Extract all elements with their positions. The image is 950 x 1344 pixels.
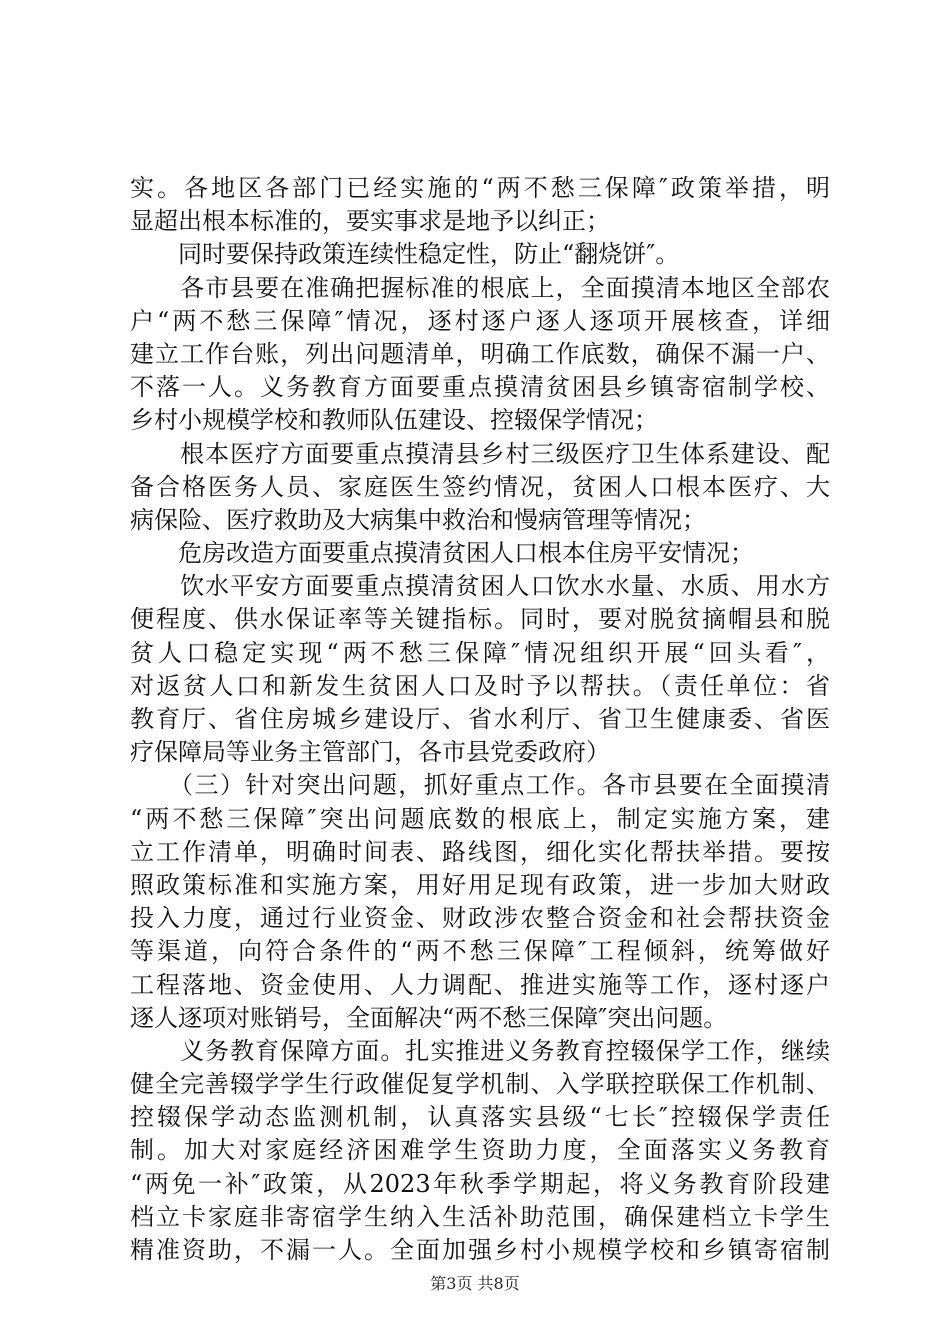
text-line: 义务教育保障方面。扎实推进义务教育控辍保学工作，继续 xyxy=(130,1036,830,1065)
text-line: 教育厅、省住房城乡建设厅、省水利厅、省卫生健康委、省医 xyxy=(130,705,830,733)
text-line: 工程落地、资金使用、人力调配、推进实施等工作，逐村逐户 xyxy=(130,970,830,999)
text-line: 户“两不愁三保障″情况，逐村逐户逐人逐项开展核查，详细 xyxy=(130,306,830,335)
text-line: 乡村小规模学校和教师队伍建设、控辍保学情况； xyxy=(130,406,658,435)
text-line: 贫人口稳定实现“两不愁三保障″情况组织开展“回头看″， xyxy=(130,638,830,667)
text-line: 饮水平安方面要重点摸清贫困人口饮水水量、水质、用水方 xyxy=(130,572,830,601)
text-line: 各市县要在准确把握标准的根底上，全面摸清本地区全部农 xyxy=(130,273,830,302)
text-line: 立工作清单，明确时间表、路线图，细化实化帮扶举措。要按 xyxy=(130,837,830,866)
page-footer: 第3页 共8页 xyxy=(430,1274,520,1293)
text-line: 健全完善辍学学生行政催促复学机制、入学联控联保工作机制、 xyxy=(130,1070,830,1099)
text-line: 照政策标准和实施方案，用好用足现有政策，进一步加大财政 xyxy=(130,870,830,899)
text-line: 病保险、医疗救助及大病集中救治和慢病管理等情况； xyxy=(130,505,706,534)
text-line: 投入力度，通过行业资金、财政涉农整合资金和社会帮扶资金 xyxy=(130,904,830,933)
text-line: 根本医疗方面要重点摸清县乡村三级医疗卫生体系建设、配 xyxy=(130,439,830,468)
text-line: 制。加大对家庭经济困难学生资助力度，全面落实义务教育 xyxy=(130,1136,830,1165)
text-line: 精准资助，不漏一人。全面加强乡村小规模学校和乡镇寄宿制 xyxy=(130,1236,830,1264)
body-text xyxy=(130,172,830,1267)
text-line: 实。各地区各部门已经实施的“两不愁三保障″政策举措，明 xyxy=(130,174,830,202)
text-line: （三）针对突出问题，抓好重点工作。各市县要在全面摸清 xyxy=(130,771,830,800)
text-line: 档立卡家庭非寄宿学生纳入生活补助范围，确保建档立卡学生 xyxy=(130,1202,830,1231)
text-line: 同时要保持政策连续性稳定性，防止“翻烧饼″。 xyxy=(130,240,680,269)
text-line: 控辍保学动态监测机制，认真落实县级“七长″控辍保学责任 xyxy=(130,1103,830,1132)
text-line: 对返贫人口和新发生贫困人口及时予以帮扶。（责任单位：省 xyxy=(130,671,830,700)
text-line: 备合格医务人员、家庭医生签约情况，贫困人口根本医疗、大 xyxy=(130,472,830,501)
text-line: 等渠道，向符合条件的“两不愁三保障″工程倾斜，统筹做好 xyxy=(130,937,830,966)
text-line: 建立工作台账，列出问题清单，明确工作底数，确保不漏一户、 xyxy=(130,339,830,368)
text-line: 显超出根本标准的，要实事求是地予以纠正； xyxy=(130,207,610,236)
text-line: “两免一补″政策，从2023年秋季学期起，将义务教育阶段建 xyxy=(130,1169,830,1198)
text-line: 危房改造方面要重点摸清贫困人口根本住房平安情况； xyxy=(130,539,754,568)
text-line: 逐人逐项对账销号，全面解决“两不愁三保障″突出问题。 xyxy=(130,1003,728,1032)
text-line: 便程度、供水保证率等关键指标。同时，要对脱贫摘帽县和脱 xyxy=(130,605,830,634)
text-line: 疗保障局等业务主管部门，各市县党委政府） xyxy=(130,738,610,767)
text-line: “两不愁三保障″突出问题底数的根底上，制定实施方案，建 xyxy=(130,804,830,833)
text-line: 不落一人。义务教育方面要重点摸清贫困县乡镇寄宿制学校、 xyxy=(130,373,830,402)
